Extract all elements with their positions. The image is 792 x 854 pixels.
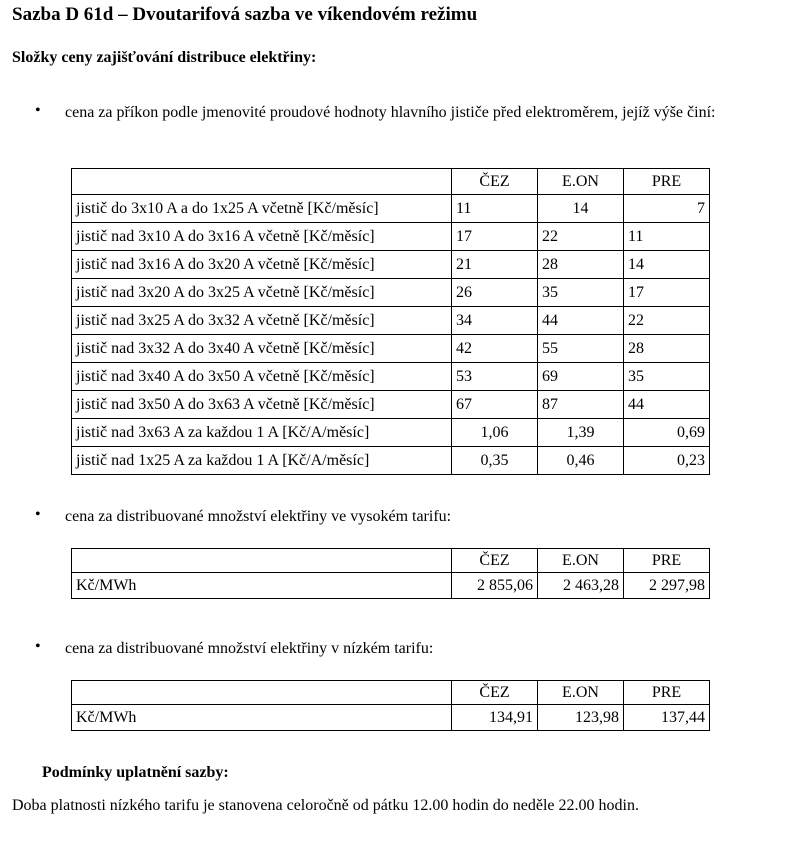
- eon-value: 55: [538, 335, 624, 363]
- table-header-row: [72, 169, 710, 195]
- high-tariff-table: [71, 548, 710, 599]
- pre-value: 14: [624, 251, 710, 279]
- bullet-marker: •: [35, 506, 41, 523]
- row-label: jistič nad 3x40 A do 3x50 A včetně [Kč/měsíc]: [72, 363, 452, 391]
- cez-value: 1,06: [452, 419, 538, 447]
- eon-value: 35: [538, 279, 624, 307]
- table-row: [72, 363, 710, 391]
- cez-value: 67: [452, 391, 538, 419]
- eon-value: 1,39: [538, 419, 624, 447]
- table-header-pre: PRE: [624, 549, 710, 573]
- breaker-price-table: [71, 168, 710, 475]
- bullet-marker: •: [35, 102, 41, 119]
- row-label: jistič nad 3x32 A do 3x40 A včetně [Kč/měsíc]: [72, 335, 452, 363]
- cez-value: 17: [452, 223, 538, 251]
- cez-value: 42: [452, 335, 538, 363]
- section-heading: Složky ceny zajišťování distribuce elektřiny:: [12, 49, 317, 66]
- unit-label: Kč/MWh: [72, 573, 452, 599]
- pre-value: 0,23: [624, 447, 710, 475]
- table-header-eon: E.ON: [538, 681, 624, 705]
- table-header-pre: PRE: [624, 681, 710, 705]
- pre-value: 2 297,98: [624, 573, 710, 599]
- row-label: jistič do 3x10 A a do 1x25 A včetně [Kč/měsíc]: [72, 195, 452, 223]
- eon-value: 44: [538, 307, 624, 335]
- table-header-eon: E.ON: [538, 549, 624, 573]
- cez-value: 2 855,06: [452, 573, 538, 599]
- table-row: [72, 447, 710, 475]
- pre-value: 137,44: [624, 705, 710, 731]
- pre-value: 44: [624, 391, 710, 419]
- table-row: [72, 195, 710, 223]
- eon-value: 14: [538, 195, 624, 223]
- table-row: [72, 391, 710, 419]
- row-label: jistič nad 3x63 A za každou 1 A [Kč/A/měsíc]: [72, 419, 452, 447]
- table-header-row: [72, 549, 710, 573]
- bullet-text-low-tariff: cena za distribuované množství elektřiny v nízkém tarifu:: [65, 640, 434, 657]
- cez-value: 53: [452, 363, 538, 391]
- row-label: jistič nad 3x50 A do 3x63 A včetně [Kč/měsíc]: [72, 391, 452, 419]
- pre-value: 35: [624, 363, 710, 391]
- bullet-text-breaker: cena za příkon podle jmenovité proudové hodnoty hlavního jističe před elektroměrem, jejíž výše činí:: [65, 104, 716, 121]
- cez-value: 0,35: [452, 447, 538, 475]
- pre-value: 0,69: [624, 419, 710, 447]
- eon-value: 0,46: [538, 447, 624, 475]
- table-header-cez: ČEZ: [452, 169, 538, 195]
- table-row: [72, 223, 710, 251]
- conditions-heading: Podmínky uplatnění sazby:: [42, 764, 229, 781]
- table-row: [72, 279, 710, 307]
- row-label: jistič nad 1x25 A za každou 1 A [Kč/A/měsíc]: [72, 447, 452, 475]
- table-header-pre: PRE: [624, 169, 710, 195]
- table-row: [72, 573, 710, 599]
- eon-value: 69: [538, 363, 624, 391]
- pre-value: 11: [624, 223, 710, 251]
- table-header-empty: [72, 549, 452, 573]
- eon-value: 28: [538, 251, 624, 279]
- table-header-empty: [72, 169, 452, 195]
- cez-value: 26: [452, 279, 538, 307]
- row-label: jistič nad 3x10 A do 3x16 A včetně [Kč/měsíc]: [72, 223, 452, 251]
- table-header-eon: E.ON: [538, 169, 624, 195]
- cez-value: 134,91: [452, 705, 538, 731]
- table-header-cez: ČEZ: [452, 681, 538, 705]
- row-label: jistič nad 3x20 A do 3x25 A včetně [Kč/měsíc]: [72, 279, 452, 307]
- table-row: [72, 419, 710, 447]
- cez-value: 34: [452, 307, 538, 335]
- document-title: Sazba D 61d – Dvoutarifová sazba ve víkendovém režimu: [12, 4, 478, 25]
- eon-value: 2 463,28: [538, 573, 624, 599]
- eon-value: 22: [538, 223, 624, 251]
- cez-value: 11: [452, 195, 538, 223]
- table-row: [72, 335, 710, 363]
- pre-value: 17: [624, 279, 710, 307]
- table-row: [72, 251, 710, 279]
- table-row: [72, 705, 710, 731]
- bullet-marker: •: [35, 638, 41, 655]
- pre-value: 7: [624, 195, 710, 223]
- table-header-empty: [72, 681, 452, 705]
- table-header-cez: ČEZ: [452, 549, 538, 573]
- row-label: jistič nad 3x25 A do 3x32 A včetně [Kč/měsíc]: [72, 307, 452, 335]
- unit-label: Kč/MWh: [72, 705, 452, 731]
- eon-value: 123,98: [538, 705, 624, 731]
- bullet-text-high-tariff: cena za distribuované množství elektřiny ve vysokém tarifu:: [65, 508, 452, 525]
- conditions-text: Doba platnosti nízkého tarifu je stanovena celoročně od pátku 12.00 hodin do neděle 22.00 hodin.: [12, 797, 639, 814]
- pre-value: 22: [624, 307, 710, 335]
- pre-value: 28: [624, 335, 710, 363]
- cez-value: 21: [452, 251, 538, 279]
- eon-value: 87: [538, 391, 624, 419]
- table-header-row: [72, 681, 710, 705]
- row-label: jistič nad 3x16 A do 3x20 A včetně [Kč/měsíc]: [72, 251, 452, 279]
- table-row: [72, 307, 710, 335]
- low-tariff-table: [71, 680, 710, 731]
